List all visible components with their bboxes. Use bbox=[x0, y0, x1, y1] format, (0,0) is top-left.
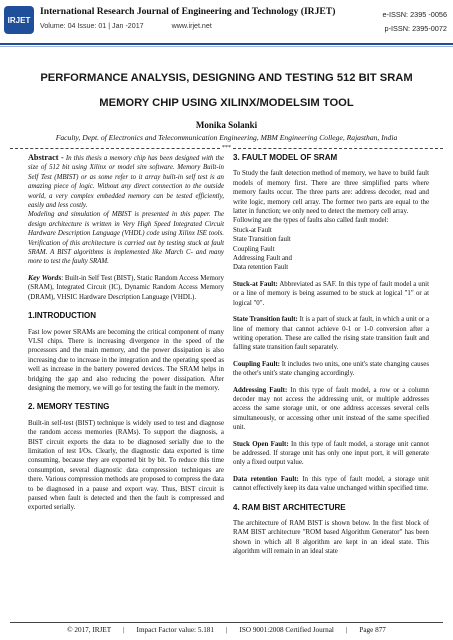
data-retention-fault-paragraph bbox=[233, 475, 429, 494]
section-heading-ram-bist: 4. RAM BIST ARCHITECTURE bbox=[233, 502, 346, 512]
data-retention-fault-term: Data retention Fault: bbox=[233, 475, 299, 483]
header-rule bbox=[0, 43, 453, 45]
coupling-fault-text: It includes two units, one unit's state changing causes the other's unit's state changing accordingly. bbox=[233, 360, 430, 378]
journal-logo: IRJET bbox=[4, 6, 34, 34]
eissn: e-ISSN: 2395 -0056 bbox=[382, 10, 447, 19]
introduction-paragraph: Fast low power SRAMs are becoming the critical component of many VLSI chips. There is increasing divergence in the speed of the processors and the main memory, and the power dissipation is also increasing due to increase in the integration and the operating speed as well as increase in the battery powered devices. The SRAM helps in bridging the gap and also reducing the power dissipation. After designing the memory, we will go for testing the fault in the memory. bbox=[28, 328, 224, 392]
keywords-heading: Key Words bbox=[28, 272, 62, 282]
list-item: Coupling Fault bbox=[233, 245, 275, 253]
footer-impact-factor: Impact Factor value: 5.181 bbox=[136, 626, 214, 634]
fault-types-intro: Following are the types of faults also called fault model: bbox=[233, 217, 389, 225]
section-heading-introduction: 1.INTRODUCTION bbox=[28, 311, 96, 321]
paper-title-line-1: PERFORMANCE ANALYSIS, DESIGNING AND TESTING 512 BIT SRAM bbox=[40, 72, 413, 84]
header-rule-light bbox=[0, 46, 453, 47]
fault-list bbox=[233, 226, 429, 273]
addressing-fault-text: In this type of fault model, a row or a column decoder may not access the addressing unit, or multiple addresses access the same storage unit, or one address accesses several cells simultaneously, or accessing other unit instead of the same specified unit. bbox=[233, 386, 429, 432]
ram-bist-paragraph: The architecture of RAM BIST is shown below. In the first block of RAM BIST architecture "ROM based Algorithm Generator" has been shown in which all 8 algorithm are kept in an ideal state. This algorithm will remain in an ideal state bbox=[233, 520, 429, 556]
separator-stars: *** bbox=[222, 145, 231, 151]
stuck-at-fault-paragraph bbox=[233, 280, 429, 308]
footer-page-number: Page 877 bbox=[359, 626, 386, 634]
stuck-at-fault-term: Stuck-at Fault: bbox=[233, 280, 278, 288]
keywords-text: : Built-in Self Test (BIST), Static Random Access Memory (SRAM), Integrated Circuit (IC), Dynamic Random Access Memory (DRAM), VHSIC Hardware Description Language (VHDL). bbox=[28, 274, 224, 301]
volume-issue: Volume: 04 Issue: 01 | Jan -2017 bbox=[40, 22, 144, 30]
transition-fault-term: State Transition fault: bbox=[233, 316, 298, 324]
list-item: Addressing Fault and bbox=[233, 255, 292, 263]
section-heading-fault-model: 3. FAULT MODEL OF SRAM bbox=[233, 153, 338, 162]
list-item: State Transition fault bbox=[233, 236, 291, 244]
addressing-fault-term: Addressing Fault: bbox=[233, 386, 288, 394]
author-name: Monika Solanki bbox=[195, 120, 258, 130]
author-affiliation: Faculty, Dept. of Electronics and Telecommunication Engineering, MBM Engineering College, Rajasthan, India bbox=[55, 133, 398, 142]
footer-copyright: © 2017, IRJET bbox=[67, 626, 112, 634]
stuck-at-fault-text: Abbreviated as SAF. In this type of fault model a unit or a line of memory is being assumed to be stuck at logical "1" or at logical "0". bbox=[233, 280, 429, 307]
memory-testing-paragraph: Built-in self-test (BIST) technique is widely used to test and diagnose the random access memories (RAMs). To support the diagnosis, a BIST circuit exports the data to be diagnosed serially due to the limitation of test I/Os. Clearly, the diagnostic data exported is time consuming, because they are exported bit by bit. To reduce this time consumption, several diagnostic data compression techniques are there. Various compression methods are proposed to compress the data to be diagnosed in a pause and export way. Thus, BIST circuit is paused when fault is detected and then the fault is compressed and exported serially. bbox=[28, 419, 224, 512]
keywords bbox=[28, 273, 224, 302]
list-item: Data retention Fault bbox=[233, 264, 289, 272]
footer-text: © 2017, IRJET | Impact Factor value: 5.181 | ISO 9001:2008 Certified Journal | Page 877 bbox=[67, 626, 386, 634]
data-retention-fault-text: In this type of fault model, a storage unit cannot effectively keep its data value unchanged within specified time. bbox=[233, 475, 429, 493]
abstract bbox=[28, 153, 224, 210]
abstract-text-2: Modeling and simulation of MBIST is presented in this paper. The design architecture is written in Very High Speed Integrated Circuit Hardware Description Language (VHDL) code using Xilinx ISE tools. Verification of this architecture is carried out by testing stuck at fault SRAM. A BIST algorithms is implemented like March C- and many more to test the faulty SRAM. bbox=[28, 211, 224, 266]
section-heading-memory-testing: 2. MEMORY TESTING bbox=[28, 402, 110, 412]
coupling-fault-term: Coupling Fault: bbox=[233, 360, 280, 368]
abstract-text-1: In this thesis a memory chip has been designed with the size of 512 bit using Xilinx or model sim software. Memory Built-in Self Test (MBIST) or as some refer to it array built-in self test is an amazing piece of logic. Without any direct connection to the outside world, a very complex embedded memory can be tested efficiently, easily and less costly. bbox=[28, 155, 224, 210]
footer-rule bbox=[10, 622, 443, 623]
stuck-open-fault-term: Stuck Open Fault: bbox=[233, 440, 289, 448]
section-separator bbox=[10, 145, 443, 151]
coupling-fault-paragraph bbox=[233, 360, 429, 379]
journal-header bbox=[0, 0, 453, 44]
journal-title: International Research Journal of Engineering and Technology (IRJET) bbox=[40, 6, 336, 17]
addressing-fault-paragraph bbox=[233, 386, 429, 433]
journal-website[interactable]: www.irjet.net bbox=[171, 22, 212, 30]
stuck-open-fault-text: In this type of fault model, a storage unit cannot be addressed. If storage unit has only one input port, it will generate only a fixed output value. bbox=[233, 440, 429, 467]
left-column bbox=[28, 153, 224, 513]
fault-model-paragraph: To Study the fault detection method of memory, we have to build fault models of memory first. There are three simplified parts where memory faults occur. The three parts are: address decoder, read and write logic, memory cell array. The former two parts are equal to the latter in function; we only need to detect the memory cell array. bbox=[233, 170, 429, 216]
paper-title-line-2: MEMORY CHIP USING XILINX/MODELSIM TOOL bbox=[99, 97, 354, 109]
list-item: Stuck-at Fault bbox=[233, 226, 272, 234]
issn-block bbox=[383, 8, 448, 36]
page-footer bbox=[0, 622, 453, 640]
right-column bbox=[233, 153, 429, 557]
journal-meta bbox=[40, 22, 238, 30]
transition-fault-paragraph bbox=[233, 315, 429, 353]
footer-iso: ISO 9001:2008 Certified Journal bbox=[239, 626, 334, 634]
transition-fault-text: It is a part of stuck at fault, in which a unit or a line of memory that cannot achieve 0-1 or 1-0 conversion after a writing operation. These are called the rising state transition fault and falling state transition fault separately. bbox=[233, 316, 430, 352]
stuck-open-fault-paragraph bbox=[233, 440, 429, 468]
abstract-heading: Abstract - bbox=[28, 153, 64, 162]
pissn: p-ISSN: 2395-0072 bbox=[384, 24, 447, 33]
